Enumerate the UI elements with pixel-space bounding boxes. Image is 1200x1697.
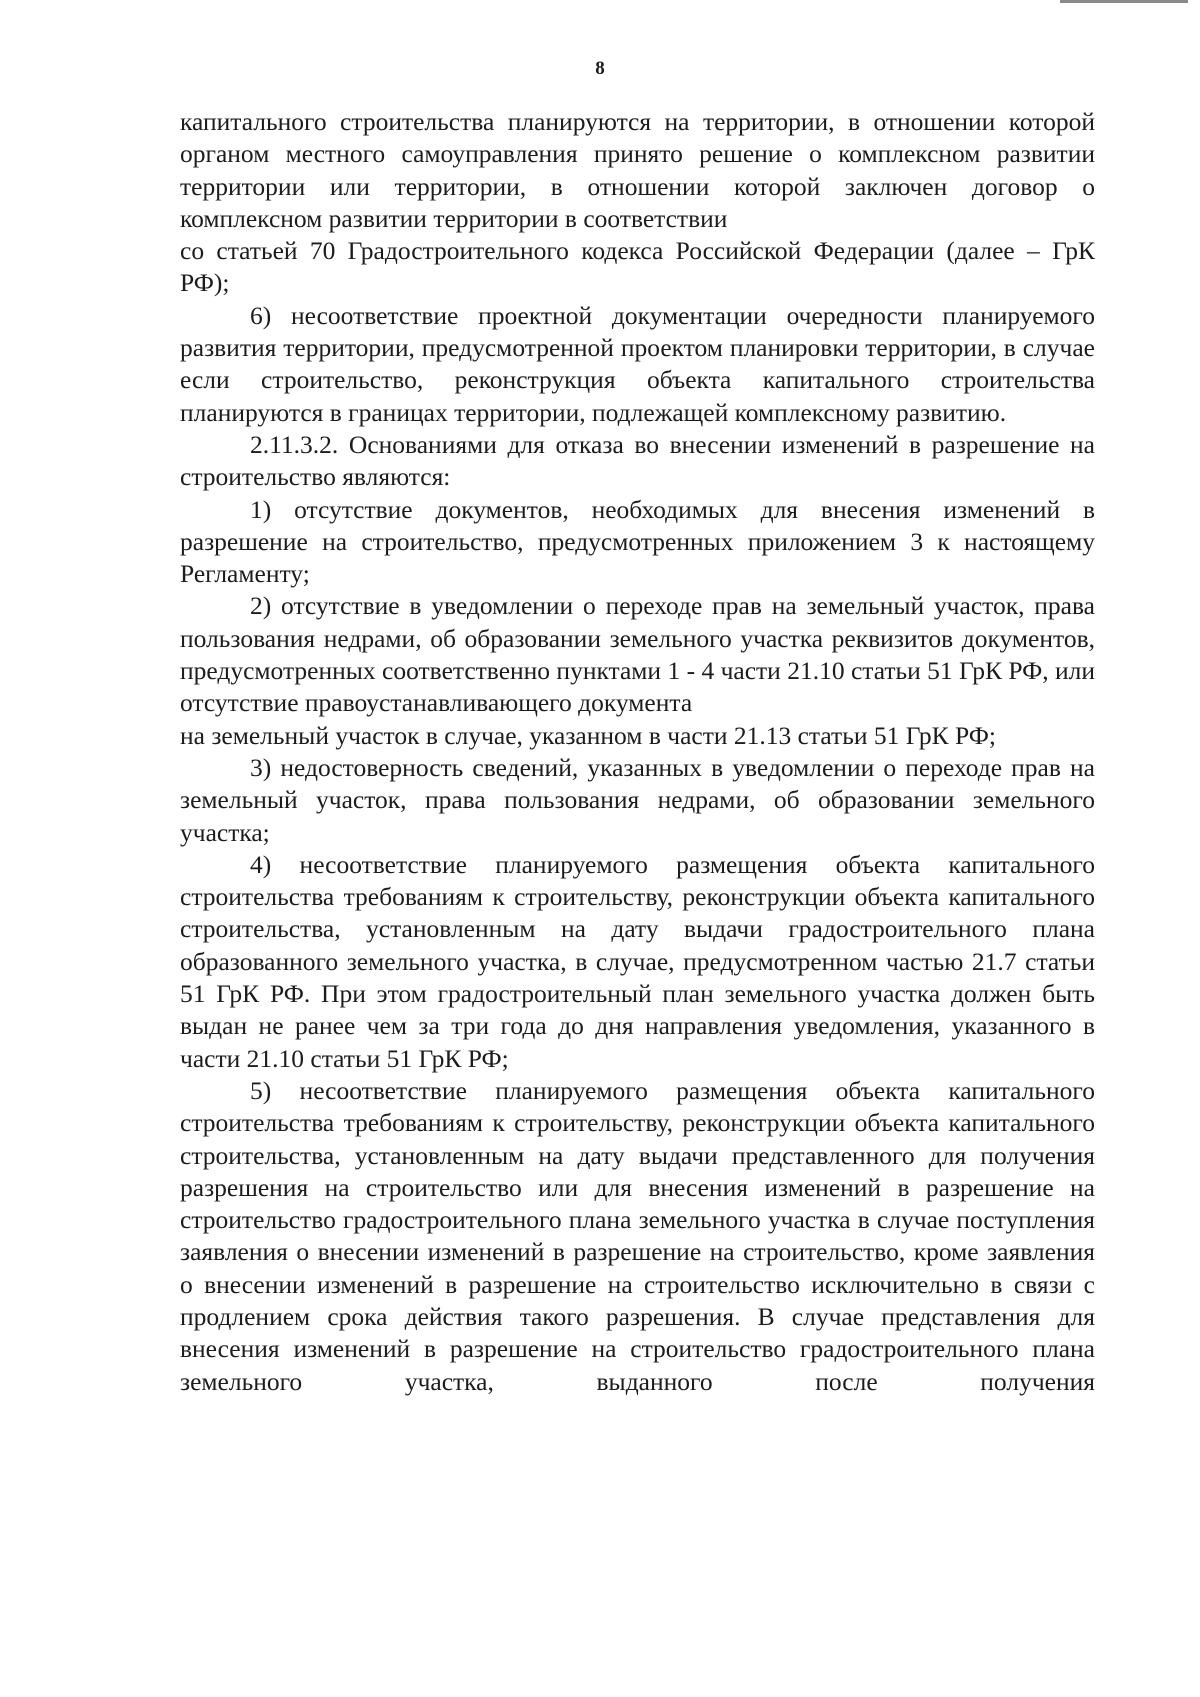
- paragraph-item-2-continuation: на земельный участок в случае, указанном в части 21.13 статьи 51 ГрК РФ;: [180, 720, 996, 750]
- paragraph-item-6: 6) несоответствие проектной документации очередности планируемого развития территории, предусмотренной проектом планировки территории, в случае если строительство, реконструкция объекта капитального строительства планируются в границах территории, подлежащей комплексному развитию.: [180, 300, 1095, 427]
- document-body: [180, 106, 1095, 1398]
- paragraph-item-3: 3) недостоверность сведений, указанных в уведомлении о переходе прав на земельный участок, права пользования недрами, об образовании земельного участка;: [180, 752, 1095, 847]
- paragraph-clause-2-11-3-2: 2.11.3.2. Основаниями для отказа во внесении изменений в разрешение на строительство являются:: [180, 429, 1095, 492]
- paragraph-item-4: 4) несоответствие планируемого размещения объекта капитального строительства требованиям к строительству, реконструкции объекта капитального строительства, установленным на дату выдачи градостроительного плана образованного земельного участка, в случае, предусмотренном частью 21.7 статьи 51 ГрК РФ. При этом градостроительный план земельного участка должен быть выдан не ранее чем за три года до дня направления уведомления, указанного в части 21.10 статьи 51 ГрК РФ;: [180, 849, 1095, 1073]
- paragraph-item-2: 2) отсутствие в уведомлении о переходе прав на земельный участок, права пользования недрами, об образовании земельного участка реквизитов документов, предусмотренных соответственно пунктами 1 - 4 части 21.10 статьи 51 ГрК РФ, или отсутствие правоустанавливающего документа: [180, 591, 1095, 718]
- paragraph-continuation: капитального строительства планируются на территории, в отношении которой органом местного самоуправления принято решение о комплексном развитии территории или территории, в отношении которой заключен договор о комплексном развитии территории в соответствии: [180, 107, 1095, 233]
- paragraph-item-5: 5) несоответствие планируемого размещения объекта капитального строительства требованиям к строительству, реконструкции объекта капитального строительства, установленным на дату выдачи представленного для получения разрешения на строительство или для внесения изменений в разрешение на строительство градостроительного плана земельного участка в случае поступления заявления о внесении изменений в разрешение на строительство, кроме заявления о внесении изменений в разрешение на строительство исключительно в связи с продлением срока действия такого разрешения. В случае представления для внесения изменений в разрешение на строительство градостроительного плана земельного участка, выданного после получения: [180, 1075, 1095, 1396]
- paragraph-item-1: 1) отсутствие документов, необходимых для внесения изменений в разрешение на строительство, предусмотренных приложением 3 к настоящему Регламенту;: [180, 494, 1095, 589]
- scan-edge-mark: [1060, 0, 1188, 3]
- paragraph-continuation-2: со статьей 70 Градостроительного кодекса Российской Федерации (далее – ГрК РФ);: [180, 236, 1095, 298]
- page-number: 8: [595, 58, 605, 79]
